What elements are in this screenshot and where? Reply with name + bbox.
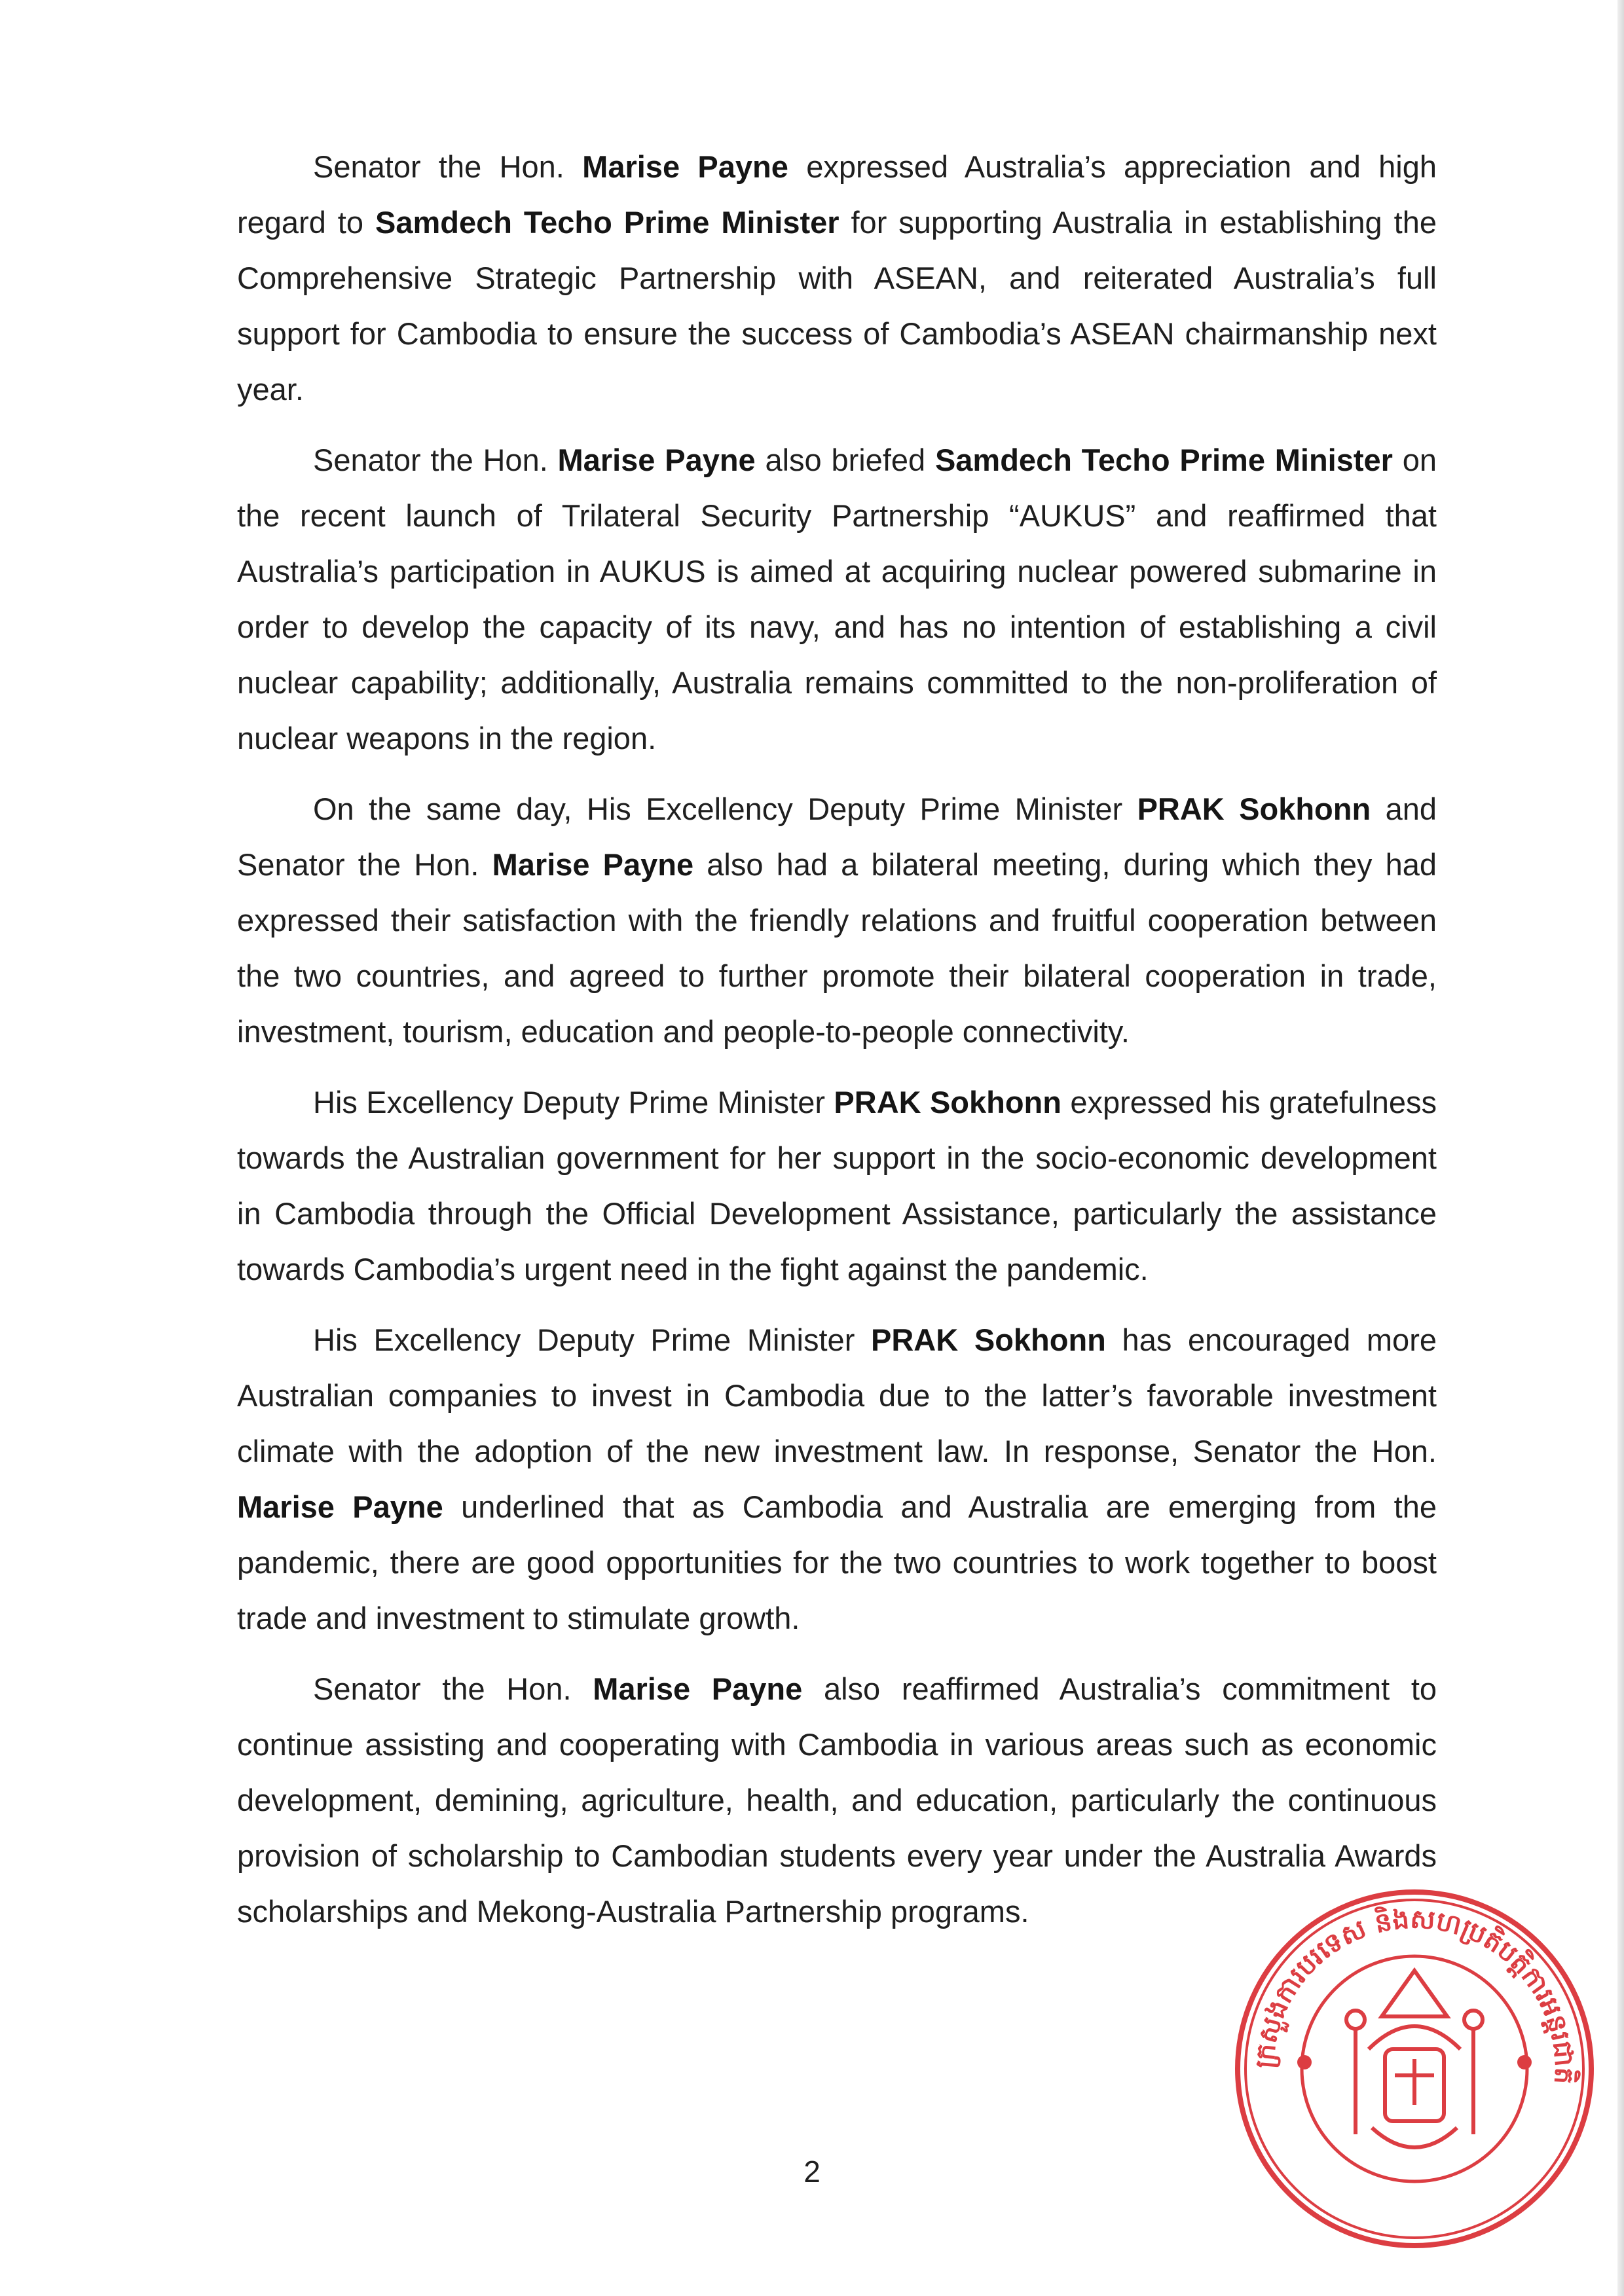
text-run: Senator the Hon. — [313, 149, 583, 184]
text-run: has encouraged more Australian companies to invest in Cambodia due to the latter’s favorable investment climate with the adoption of the new investment law. In response, Senator the Hon. — [237, 1322, 1437, 1468]
bold-name: Marise Payne — [557, 443, 756, 477]
document-body — [237, 139, 1437, 1954]
bold-name: Samdech Techo Prime Minister — [375, 205, 840, 240]
text-run: also briefed — [755, 443, 935, 477]
text-run: also had a bilateral meeting, during which they had expressed their satisfaction with the friendly relations and fruitful cooperation between the two countries, and agreed to further promote their bilateral cooperation in trade, investment, tourism, education and people-to-people connectivity. — [237, 847, 1437, 1049]
bold-name: Marise Payne — [593, 1671, 803, 1706]
text-run: for supporting Australia in establishing the Comprehensive Strategic Partnership with ASEAN, and reiterated Australia’s full support for Cambodia to ensure the success of Cambodia’s ASEAN chairmanship next year. — [237, 205, 1437, 407]
seal-ring-text: ក្រសួងការបរទេស និងសហប្រតិបត្តិការអន្តរជាតិ — [1249, 1904, 1579, 2085]
bold-name: Samdech Techo Prime Minister — [934, 443, 1393, 477]
text-run: His Excellency Deputy Prime Minister — [313, 1085, 834, 1120]
text-run: on the recent launch of Trilateral Security Partnership “AUKUS” and reaffirmed that Australia’s participation in AUKUS is aimed at acquiring nuclear powered submarine in order to develop the capacity of its navy, and has no intention of establishing a civil nuclear capability; additionally, Australia remains committed to the non-proliferation of nuclear weapons in the region. — [237, 443, 1437, 756]
seal-stars — [1297, 2055, 1532, 2069]
text-run: and Senator the Hon. — [237, 792, 1437, 882]
paragraph-3 — [237, 781, 1437, 1059]
bold-name: PRAK Sokhonn — [871, 1322, 1106, 1357]
text-run: Senator the Hon. — [313, 443, 558, 477]
text-run: expressed Australia’s appreciation and high regard to — [237, 149, 1437, 240]
bold-name: Marise Payne — [492, 847, 694, 882]
text-run: His Excellency Deputy Prime Minister — [313, 1322, 872, 1357]
paragraph-5 — [237, 1312, 1437, 1646]
text-run: Senator the Hon. — [313, 1671, 593, 1706]
page-edge — [1617, 0, 1624, 2296]
bold-name: PRAK Sokhonn — [1137, 792, 1371, 826]
text-run: On the same day, His Excellency Deputy Prime Minister — [313, 792, 1137, 826]
paragraph-4 — [237, 1074, 1437, 1297]
paragraph-1 — [237, 139, 1437, 417]
bold-name: Marise Payne — [582, 149, 788, 184]
bold-name: Marise Payne — [237, 1489, 443, 1524]
text-run: expressed his gratefulness towards the Australian government for her support in the socio-economic development in Cambodia through the Official Development Assistance, particularly the assistance towards Cambodia’s urgent need in the fight against the pandemic. — [237, 1085, 1437, 1286]
page-number: 2 — [803, 2155, 821, 2189]
bold-name: PRAK Sokhonn — [834, 1085, 1061, 1120]
text-run: underlined that as Cambodia and Australia are emerging from the pandemic, there are good opportunities for the two countries to work together to boost trade and investment to stimulate growth. — [237, 1489, 1437, 1635]
text-run: also reaffirmed Australia’s commitment to continue assisting and cooperating with Cambodia in various areas such as economic development, demining, agriculture, health, and education, particularly the continuous provision of scholarship to Cambodian students every year under the Australia Awards scholarships and Mekong-Australia Partnership programs. — [237, 1671, 1437, 1929]
royal-emblem-icon — [1346, 1971, 1483, 2147]
paragraph-6 — [237, 1661, 1437, 1939]
paragraph-2 — [237, 432, 1437, 766]
